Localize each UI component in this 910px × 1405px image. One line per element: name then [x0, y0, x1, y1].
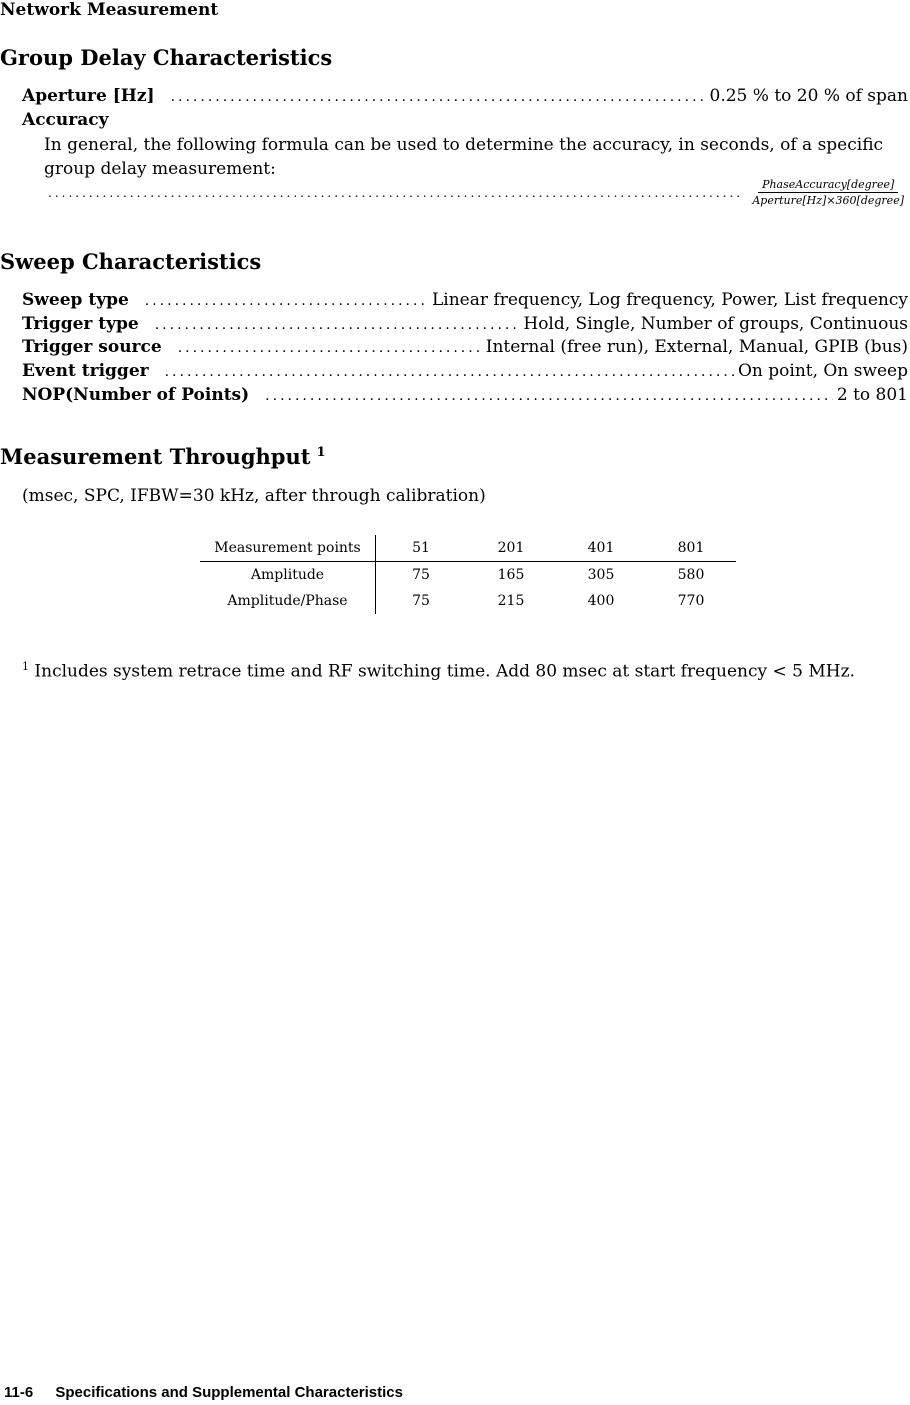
spec-row-sweep-type [22, 290, 908, 310]
throughput-table [200, 535, 736, 614]
table-cell: 51 [376, 535, 467, 562]
table-cell: 400 [587, 593, 615, 609]
spec-row-aperture [22, 86, 908, 106]
footnote-marker: 1 [316, 445, 326, 460]
dot-leader [145, 293, 428, 309]
table-cell: 401 [556, 535, 646, 562]
section-title-group-delay: Group Delay Characteristics [0, 45, 333, 70]
throughput-title-text: Measurement Throughput [0, 444, 311, 469]
spec-value: Internal (free run), External, Manual, GPIB (bus) [485, 337, 908, 357]
spec-value: 0.25 % to 20 % of span [709, 86, 908, 106]
section-title-throughput [0, 444, 325, 469]
throughput-conditions: (msec, SPC, IFBW=30 kHz, after through calibration) [22, 486, 486, 506]
spec-row-trigger-source [22, 337, 908, 357]
dot-leader [165, 364, 734, 380]
accuracy-description: In general, the following formula can be used to determine the accuracy, in seconds, of a specific group delay measurement: [44, 135, 884, 179]
table-cell: 580 [677, 567, 705, 583]
footnote-text: Includes system retrace time and RF switching time. Add 80 msec at start frequency < 5 MHz. [34, 661, 855, 682]
page-header: Network Measurement [0, 0, 219, 20]
spec-value: On point, On sweep [738, 361, 908, 381]
table-cell: 75 [412, 593, 430, 609]
table-cell: 305 [587, 567, 615, 583]
table-cell: 165 [497, 567, 525, 583]
formula-denominator: Aperture[Hz]×360[degree] [752, 194, 904, 207]
table-row [200, 562, 736, 589]
table-cell: 75 [412, 567, 430, 583]
table-cell: 201 [466, 535, 556, 562]
row-header: Amplitude [200, 562, 376, 589]
spec-row-event-trigger [22, 361, 908, 381]
page-number: 11-6 [4, 1384, 34, 1401]
footnote [22, 655, 892, 684]
section-title-sweep: Sweep Characteristics [0, 249, 262, 274]
table-cell: 215 [497, 593, 525, 609]
spec-row-trigger-type [22, 314, 908, 334]
table-cell: 801 [646, 535, 736, 562]
accuracy-label: Accuracy [22, 110, 109, 130]
spec-value: 2 to 801 [836, 385, 908, 405]
spec-label: Event trigger [22, 361, 149, 381]
row-header: Measurement points [200, 535, 376, 562]
spec-label: NOP(Number of Points) [22, 385, 250, 405]
accuracy-formula [748, 178, 908, 207]
spec-label: Trigger source [22, 337, 162, 357]
formula-numerator: PhaseAccuracy[degree] [758, 178, 898, 193]
table-row [200, 588, 736, 614]
spec-value: Linear frequency, Log frequency, Power, List frequency [432, 290, 908, 310]
spec-label: Trigger type [22, 314, 139, 334]
dot-leader [265, 388, 833, 404]
dot-leader [48, 186, 742, 200]
accuracy-formula-row [48, 178, 908, 207]
spec-value: Hold, Single, Number of groups, Continuous [523, 314, 908, 334]
spec-row-nop [22, 385, 908, 405]
spec-label: Sweep type [22, 290, 129, 310]
dot-leader [155, 317, 520, 333]
footnote-number: 1 [22, 660, 29, 673]
table-cell: 770 [677, 593, 705, 609]
page-footer [4, 1384, 403, 1401]
dot-leader [178, 340, 482, 356]
footer-title: Specifications and Supplemental Characteristics [55, 1384, 403, 1401]
table-row [200, 535, 736, 562]
dot-leader [171, 89, 706, 105]
row-header: Amplitude/Phase [200, 588, 376, 614]
spec-label: Aperture [Hz] [22, 86, 155, 106]
